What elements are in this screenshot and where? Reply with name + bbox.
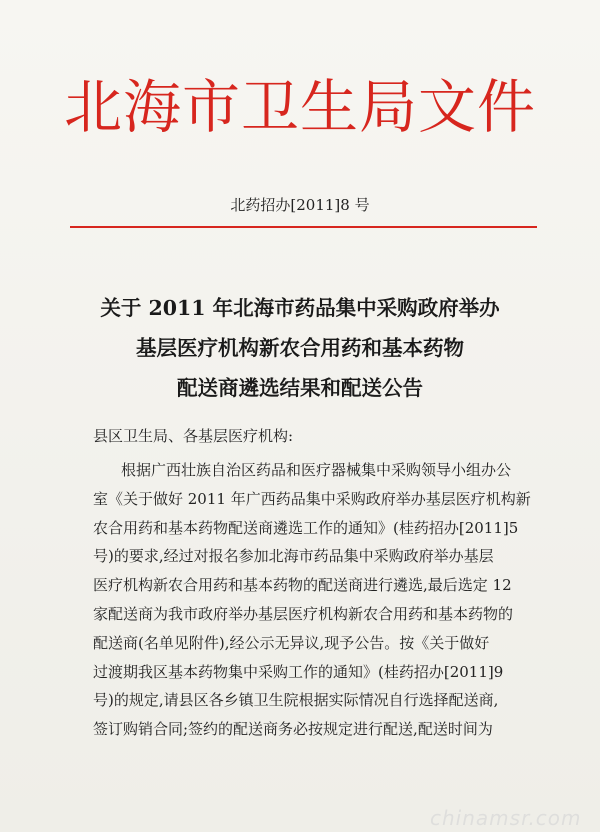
header-divider (70, 226, 537, 228)
subject-line: 配送商遴选结果和配送公告 (177, 376, 423, 400)
body-line: 过渡期我区基本药物集中采购工作的通知》(桂药招办[2011]9 (93, 662, 504, 681)
body-line: 配送商(名单见附件),经公示无异议,现予公告。按《关于做好 (93, 633, 490, 652)
body-line: 农合用药和基本药物配送商遴选工作的通知》(桂药招办[2011]5 (93, 518, 519, 537)
body-line: 签订购销合同;签约的配送商务必按规定进行配送,配送时间为 (93, 720, 493, 739)
document-number: 北药招办[2011]8 号 (230, 196, 370, 214)
salutation: 县区卫生局、各基层医疗机构: (93, 427, 294, 445)
body-line: 医疗机构新农合用药和基本药物的配送商进行遴选,最后选定 12 (93, 576, 512, 595)
document-body (93, 456, 551, 744)
subject-line: 基层医疗机构新农合用药和基本药物 (136, 336, 464, 360)
body-line: 室《关于做好 2011 年广西药品集中采购政府举办基层医疗机构新 (93, 489, 531, 508)
body-line: 号)的要求,经过对报名参加北海市药品集中采购政府举办基层 (93, 547, 494, 566)
subject-line: 关于 2011 年北海市药品集中采购政府举办 (100, 296, 500, 320)
document-header-title: 北海市卫生局文件 (63, 73, 536, 141)
site-watermark: chinamsr.com (430, 806, 582, 830)
body-line: 家配送商为我市政府举办基层医疗机构新农合用药和基本药物的 (93, 604, 514, 623)
body-line: 号)的规定,请县区各乡镇卫生院根据实际情况自行选择配送商, (93, 691, 499, 710)
document-subject (0, 288, 600, 408)
body-line: 根据广西壮族自治区药品和医疗器械集中采购领导小组办公 (121, 461, 512, 479)
